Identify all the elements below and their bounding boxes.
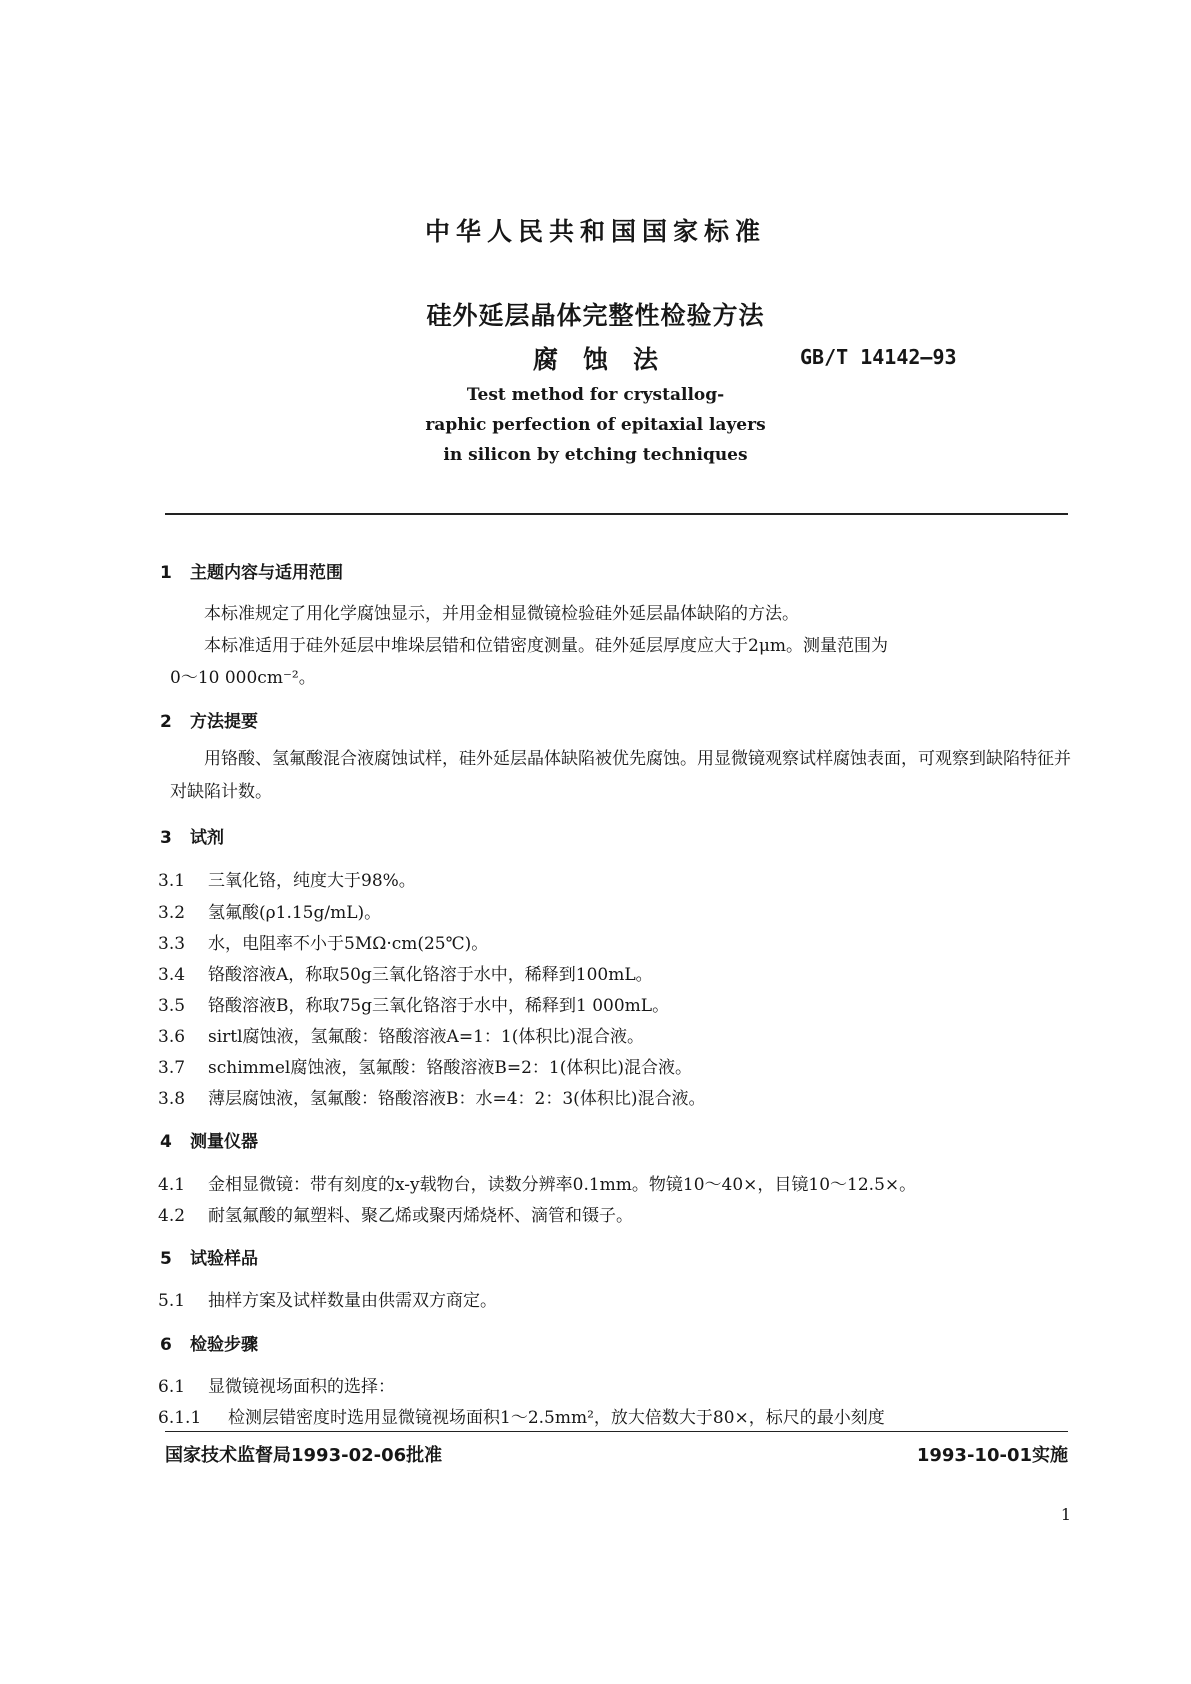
item-number: 3.3 (158, 934, 186, 954)
item-text: schimmel腐蚀液，氢氟酸：铬酸溶液B=2：1(体积比)混合液。 (208, 1058, 693, 1078)
standard-code: GB/T 14142—93 (800, 345, 957, 369)
section-4-heading (160, 1127, 258, 1152)
list-item (158, 1170, 916, 1195)
item-text: 铬酸溶液A，称取50g三氧化铬溶于水中，稀释到100mL。 (208, 965, 653, 985)
item-number: 3.6 (158, 1027, 186, 1047)
item-text: 三氧化铬，纯度大于98%。 (208, 871, 416, 891)
list-item (158, 1084, 705, 1109)
section-3-heading (160, 823, 224, 848)
document-subtitle: 腐 蚀 法 (532, 345, 658, 374)
item-text: 抽样方案及试样数量由供需双方商定。 (208, 1291, 497, 1311)
item-number: 3.1 (158, 871, 186, 891)
list-item (158, 1286, 497, 1311)
section-5-heading (160, 1244, 258, 1269)
item-text: 氢氟酸(ρ1.15g/mL)。 (208, 903, 382, 923)
section-1-paragraph-2-cont: 0～10 000cm⁻²。 (170, 668, 316, 688)
list-item (158, 1201, 633, 1226)
item-number: 5.1 (158, 1291, 186, 1311)
header-divider (165, 513, 1068, 515)
section-number: 2 (160, 712, 172, 732)
item-number: 3.8 (158, 1089, 186, 1109)
section-number: 3 (160, 828, 172, 848)
list-item (158, 960, 653, 985)
section-title: 主题内容与适用范围 (190, 563, 343, 583)
section-number: 1 (160, 563, 172, 583)
item-number: 3.7 (158, 1058, 186, 1078)
section-title: 试剂 (190, 828, 224, 848)
section-1-paragraph-1: 本标准规定了用化学腐蚀显示，并用金相显微镜检验硅外延层晶体缺陷的方法。 (204, 604, 799, 624)
english-title-line-1: Test method for crystallog- (466, 385, 725, 405)
section-title: 检验步骤 (190, 1335, 258, 1355)
list-item (158, 991, 669, 1016)
item-number: 4.1 (158, 1175, 186, 1195)
item-number: 4.2 (158, 1206, 186, 1226)
document-title: 硅外延层晶体完整性检验方法 (426, 301, 765, 330)
list-item (158, 1403, 885, 1428)
section-title: 方法提要 (190, 712, 258, 732)
item-number: 3.2 (158, 903, 186, 923)
section-1-heading (160, 558, 343, 583)
item-text: 水，电阻率不小于5MΩ·cm(25℃)。 (208, 934, 489, 954)
item-text: sirtl腐蚀液，氢氟酸：铬酸溶液A=1：1(体积比)混合液。 (208, 1027, 644, 1047)
item-text: 薄层腐蚀液，氢氟酸：铬酸溶液B：水=4：2：3(体积比)混合液。 (208, 1089, 706, 1109)
section-number: 4 (160, 1132, 172, 1152)
item-text: 耐氢氟酸的氟塑料、聚乙烯或聚丙烯烧杯、滴管和镊子。 (208, 1206, 633, 1226)
implementation-date: 1993-10-01实施 (916, 1445, 1068, 1466)
section-title: 试验样品 (190, 1249, 258, 1269)
item-text: 检测层错密度时选用显微镜视场面积1～2.5mm²，放大倍数大于80×，标尺的最小刻度 (228, 1408, 885, 1428)
list-item (158, 1372, 395, 1397)
list-item (158, 866, 416, 891)
national-standard-heading: 中华人民共和国国家标准 (424, 217, 766, 246)
section-6-heading (160, 1330, 258, 1355)
section-title: 测量仪器 (190, 1132, 258, 1152)
item-text: 显微镜视场面积的选择： (208, 1377, 395, 1397)
approval-note: 国家技术监督局1993-02-06批准 (165, 1445, 443, 1466)
list-item (158, 1022, 644, 1047)
item-number: 6.1 (158, 1377, 186, 1397)
list-item (158, 1053, 692, 1078)
list-item (158, 898, 381, 923)
section-number: 6 (160, 1335, 172, 1355)
section-number: 5 (160, 1249, 172, 1269)
footer-divider (165, 1431, 1068, 1432)
section-1-paragraph-2: 本标准适用于硅外延层中堆垛层错和位错密度测量。硅外延层厚度应大于2μm。测量范围为 (204, 636, 888, 656)
english-title-line-2: raphic perfection of epitaxial layers (425, 415, 766, 435)
section-2-paragraph: 用铬酸、氢氟酸混合液腐蚀试样，硅外延层晶体缺陷被优先腐蚀。用显微镜观察试样腐蚀表面，可观察到缺陷特征并对缺陷计数。 (170, 749, 1071, 802)
section-2-heading (160, 707, 258, 732)
item-text: 金相显微镜：带有刻度的x-y载物台，读数分辨率0.1mm。物镜10～40×，目镜10～12.5×。 (208, 1175, 917, 1195)
page-number: 1 (1060, 1505, 1071, 1524)
english-title-line-3: in silicon by etching techniques (443, 445, 748, 465)
item-number: 3.5 (158, 996, 186, 1016)
item-number: 3.4 (158, 965, 186, 985)
item-number: 6.1.1 (158, 1408, 202, 1428)
list-item (158, 929, 488, 954)
item-text: 铬酸溶液B，称取75g三氧化铬溶于水中，稀释到1 000mL。 (208, 996, 670, 1016)
